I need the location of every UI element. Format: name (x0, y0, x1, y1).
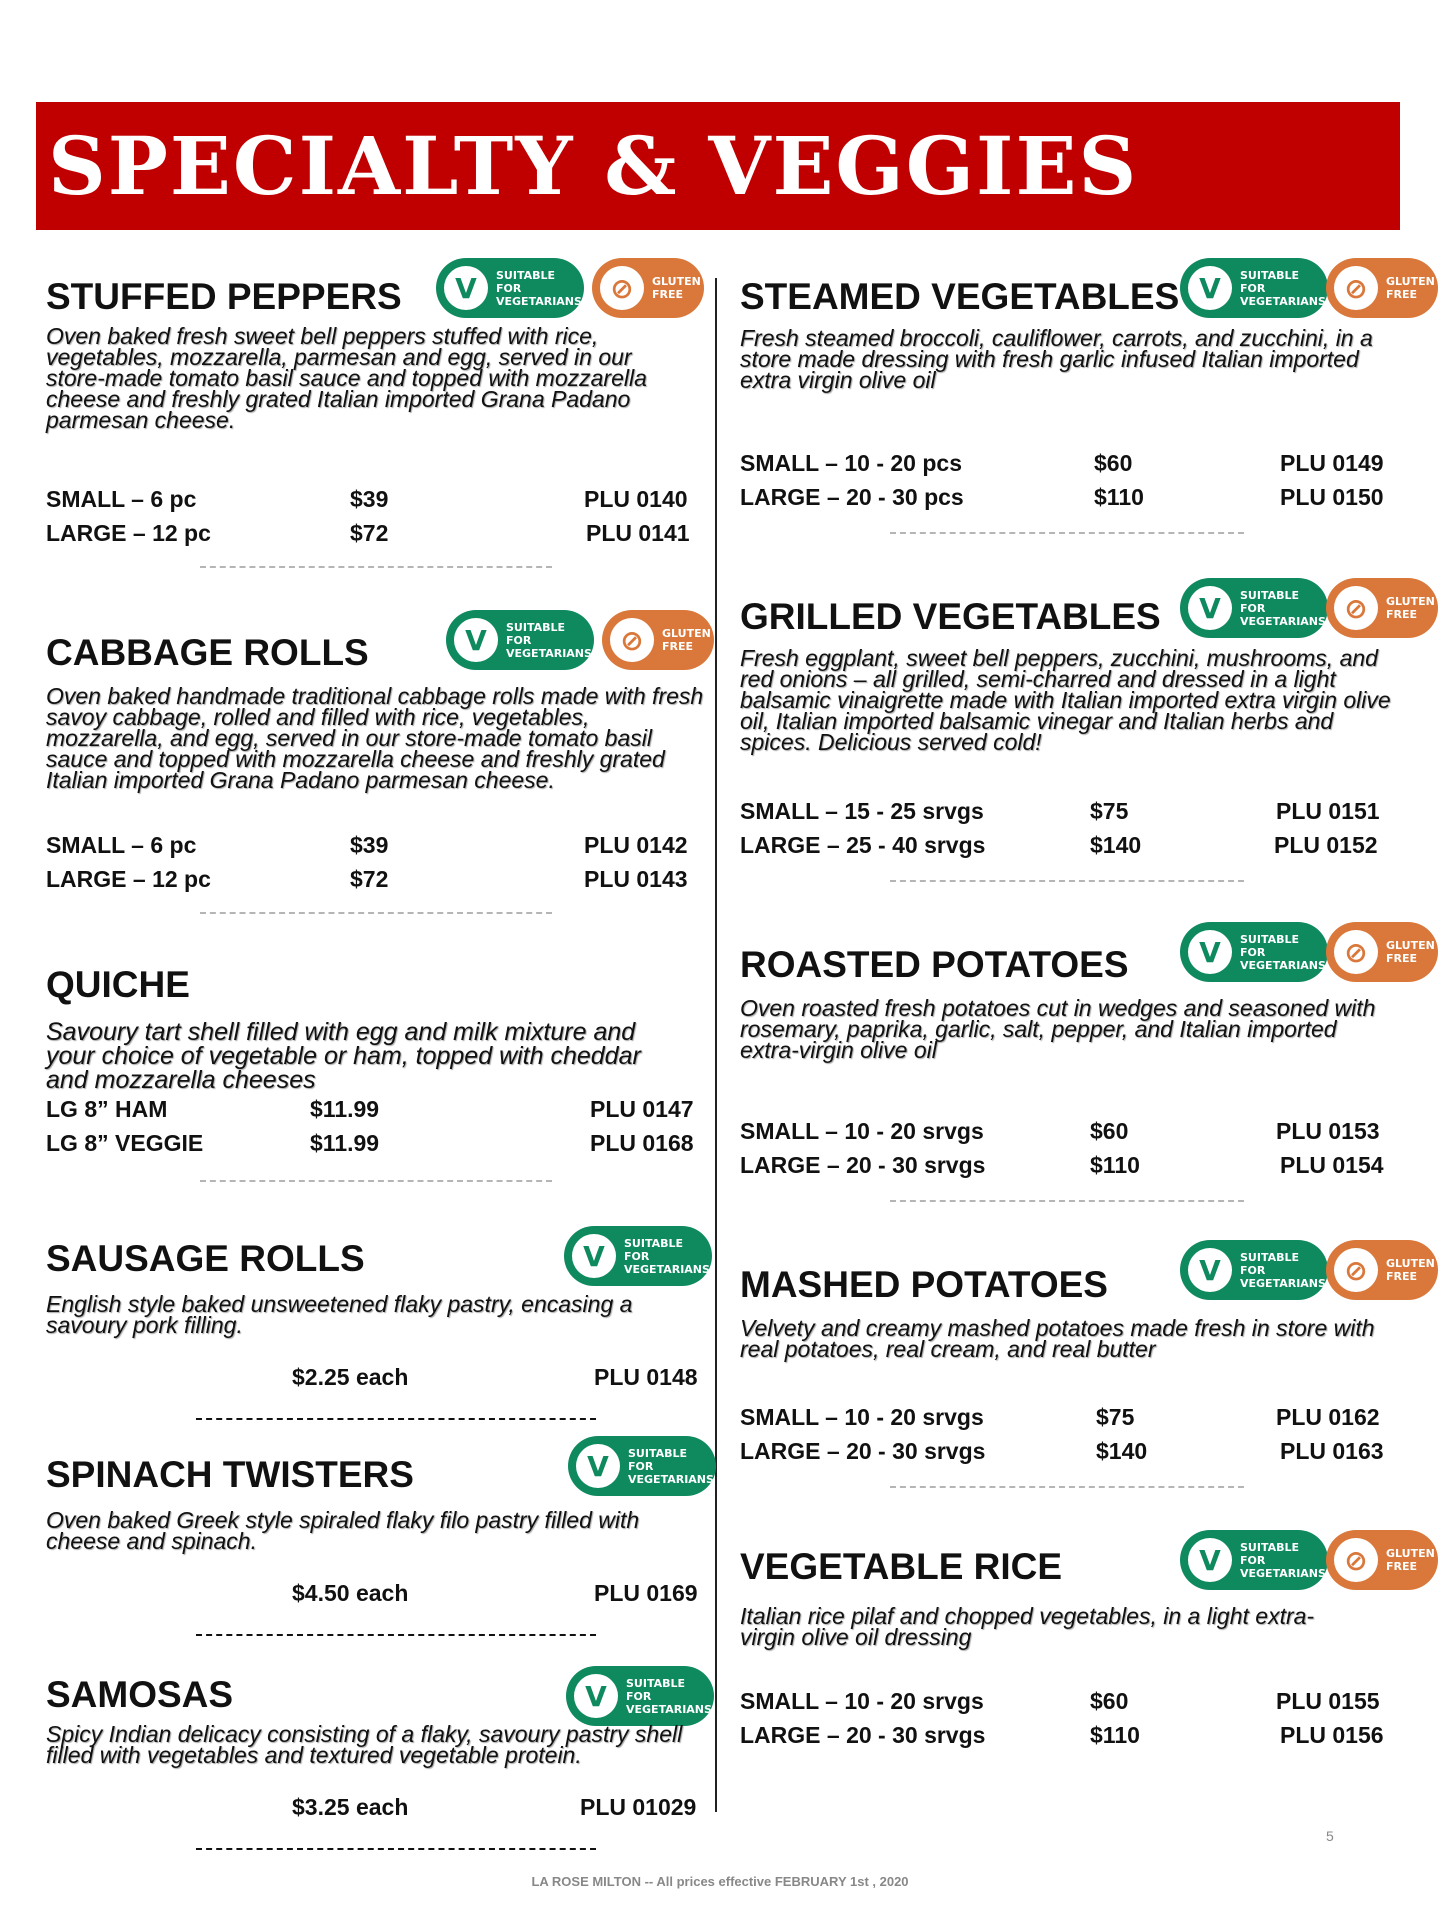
item-title: VEGETABLE RICE (740, 1546, 1063, 1587)
vegetarian-badge-icon: V SUITABLE FOR VEGETARIANS (568, 1436, 716, 1496)
item-description: Oven baked fresh sweet bell peppers stuffed with rice, vegetables, mozzarella, parmesan and egg, served in our store-made tomato basil sauce and topped with mozzarella cheese and freshly grated Italian imported Grana Padano parmesan cheese. (46, 323, 647, 433)
separator (196, 1634, 596, 1636)
price-row: $2.25 each PLU 0148 (292, 1364, 698, 1390)
separator (200, 566, 552, 568)
separator (196, 1848, 596, 1850)
price-row: LARGE – 20 - 30 srvgs $110 PLU 0154 (740, 1152, 1384, 1178)
vegetarian-badge-icon: V SUITABLE FOR VEGETARIANS (566, 1666, 714, 1726)
vegetarian-badge-icon: V SUITABLE FOR VEGETARIANS (564, 1226, 712, 1286)
price-row: LARGE – 20 - 30 pcs $110 PLU 0150 (740, 484, 1384, 510)
item-description: Fresh eggplant, sweet bell peppers, zucchini, mushrooms, and red onions – all grilled, semi-charred and dressed in a light balsamic vinaigrette made with Italian imported extra virgin olive oil, Italian imported balsamic vinegar and Italian herbs and spices. Delicious served cold! (740, 645, 1391, 755)
menu-item-vegetable-rice (740, 1530, 1440, 1770)
gluten-free-badge-icon: ⊘ GLUTEN FREE (592, 258, 704, 318)
menu-item-sausage-rolls (46, 1226, 716, 1426)
menu-item-quiche (46, 962, 706, 1192)
gluten-free-badge-icon: ⊘ GLUTEN FREE (1326, 1530, 1438, 1590)
item-title: MASHED POTATOES (740, 1264, 1108, 1305)
item-description: Spicy Indian delicacy consisting of a flaky, savoury pastry shell filled with vegetables and textured vegetable protein. (46, 1721, 683, 1768)
menu-item-mashed-potatoes (740, 1240, 1440, 1500)
price-row: SMALL – 10 - 20 srvgs $75 PLU 0162 (740, 1404, 1380, 1430)
vegetarian-badge-icon: V SUITABLE FOR VEGETARIANS (1180, 578, 1328, 638)
footer-note: LA ROSE MILTON -- All prices effective FEBRUARY 1st , 2020 (531, 1874, 909, 1889)
price-row: SMALL – 6 pc $39 PLU 0142 (46, 832, 688, 858)
vegetarian-badge-icon: V SUITABLE FOR VEGETARIANS (446, 610, 594, 670)
price-row: LARGE – 20 - 30 srvgs $110 PLU 0156 (740, 1722, 1384, 1748)
item-title: QUICHE (46, 964, 190, 1005)
price-row: $3.25 each PLU 01029 (292, 1794, 697, 1820)
separator (890, 880, 1244, 882)
vegetarian-badge-icon: V SUITABLE FOR VEGETARIANS (1180, 1240, 1328, 1300)
item-title: SPINACH TWISTERS (46, 1454, 414, 1495)
menu-item-samosas (46, 1666, 716, 1866)
price-row: LG 8” HAM $11.99 PLU 0147 (46, 1096, 694, 1122)
item-description: English style baked unsweetened flaky pastry, encasing a savoury pork filling. (46, 1291, 633, 1338)
gluten-free-badge-icon: ⊘ GLUTEN FREE (1326, 578, 1438, 638)
menu-item-cabbage-rolls (46, 610, 716, 930)
separator (890, 1200, 1244, 1202)
price-row: LG 8” VEGGIE $11.99 PLU 0168 (46, 1130, 694, 1156)
vegetarian-badge-icon: V SUITABLE FOR VEGETARIANS (1180, 1530, 1328, 1590)
item-description: Oven baked handmade traditional cabbage rolls made with fresh savoy cabbage, rolled and filled with rice, vegetables, mozzarella, and egg, served in our store-made tomato basil sauce and topped with mozzarella cheese and freshly grated Italian imported Grana Padano parmesan cheese. (46, 683, 704, 793)
price-row: LARGE – 20 - 30 srvgs $140 PLU 0163 (740, 1438, 1384, 1464)
item-title: CABBAGE ROLLS (46, 632, 369, 673)
menu-item-grilled-vegetables (740, 578, 1440, 898)
price-row: SMALL – 6 pc $39 PLU 0140 (46, 486, 688, 512)
item-title: SAUSAGE ROLLS (46, 1238, 365, 1279)
page-title: SPECIALTY & VEGGIES (48, 119, 1139, 213)
item-description: Velvety and creamy mashed potatoes made fresh in store with real potatoes, real cream, and real butter (740, 1315, 1375, 1362)
item-description: Oven roasted fresh potatoes cut in wedges and seasoned with rosemary, paprika, garlic, salt, pepper, and Italian imported extra-virgin olive oil (740, 995, 1376, 1063)
item-title: GRILLED VEGETABLES (740, 596, 1161, 637)
separator (890, 1486, 1244, 1488)
item-title: STEAMED VEGETABLES (740, 276, 1180, 317)
item-title: ROASTED POTATOES (740, 944, 1129, 985)
item-description: Italian rice pilaf and chopped vegetables, in a light extra-virgin olive oil dressing (740, 1603, 1315, 1650)
gluten-free-badge-icon: ⊘ GLUTEN FREE (1326, 922, 1438, 982)
item-description: Oven baked Greek style spiraled flaky filo pastry filled with cheese and spinach. (46, 1507, 640, 1554)
vegetarian-badge-icon: V SUITABLE FOR VEGETARIANS (1180, 922, 1328, 982)
price-row: LARGE – 12 pc $72 PLU 0141 (46, 520, 690, 546)
separator (890, 532, 1244, 534)
item-description: Savoury tart shell filled with egg and milk mixture and your choice of vegetable or ham, topped with cheddar and mozzarella cheeses (46, 1018, 641, 1094)
gluten-free-badge-icon: ⊘ GLUTEN FREE (1326, 258, 1438, 318)
menu-item-spinach-twisters (46, 1436, 716, 1646)
price-row: SMALL – 10 - 20 srvgs $60 PLU 0155 (740, 1688, 1380, 1714)
gluten-free-badge-icon: ⊘ GLUTEN FREE (1326, 1240, 1438, 1300)
item-title: SAMOSAS (46, 1674, 234, 1715)
menu-item-steamed-vegetables (740, 258, 1440, 548)
vegetarian-badge-icon: V SUITABLE FOR VEGETARIANS (436, 258, 584, 318)
header-banner (36, 102, 1400, 230)
price-row: SMALL – 10 - 20 pcs $60 PLU 0149 (740, 450, 1384, 476)
price-row: SMALL – 15 - 25 srvgs $75 PLU 0151 (740, 798, 1380, 824)
separator (196, 1418, 596, 1420)
price-row: SMALL – 10 - 20 srvgs $60 PLU 0153 (740, 1118, 1380, 1144)
item-title: STUFFED PEPPERS (46, 276, 402, 317)
price-row: LARGE – 25 - 40 srvgs $140 PLU 0152 (740, 832, 1378, 858)
menu-item-stuffed-peppers (46, 258, 706, 578)
item-description: Fresh steamed broccoli, cauliflower, carrots, and zucchini, in a store made dressing with fresh garlic infused Italian imported extra virgin olive oil (740, 325, 1373, 393)
separator (200, 1180, 552, 1182)
vegetarian-badge-icon: V SUITABLE FOR VEGETARIANS (1180, 258, 1328, 318)
price-row: LARGE – 12 pc $72 PLU 0143 (46, 866, 688, 892)
price-row: $4.50 each PLU 0169 (292, 1580, 698, 1606)
gluten-free-badge-icon: ⊘ GLUTEN FREE (602, 610, 714, 670)
separator (200, 912, 552, 914)
page-number: 5 (1326, 1828, 1334, 1844)
menu-item-roasted-potatoes (740, 922, 1440, 1222)
